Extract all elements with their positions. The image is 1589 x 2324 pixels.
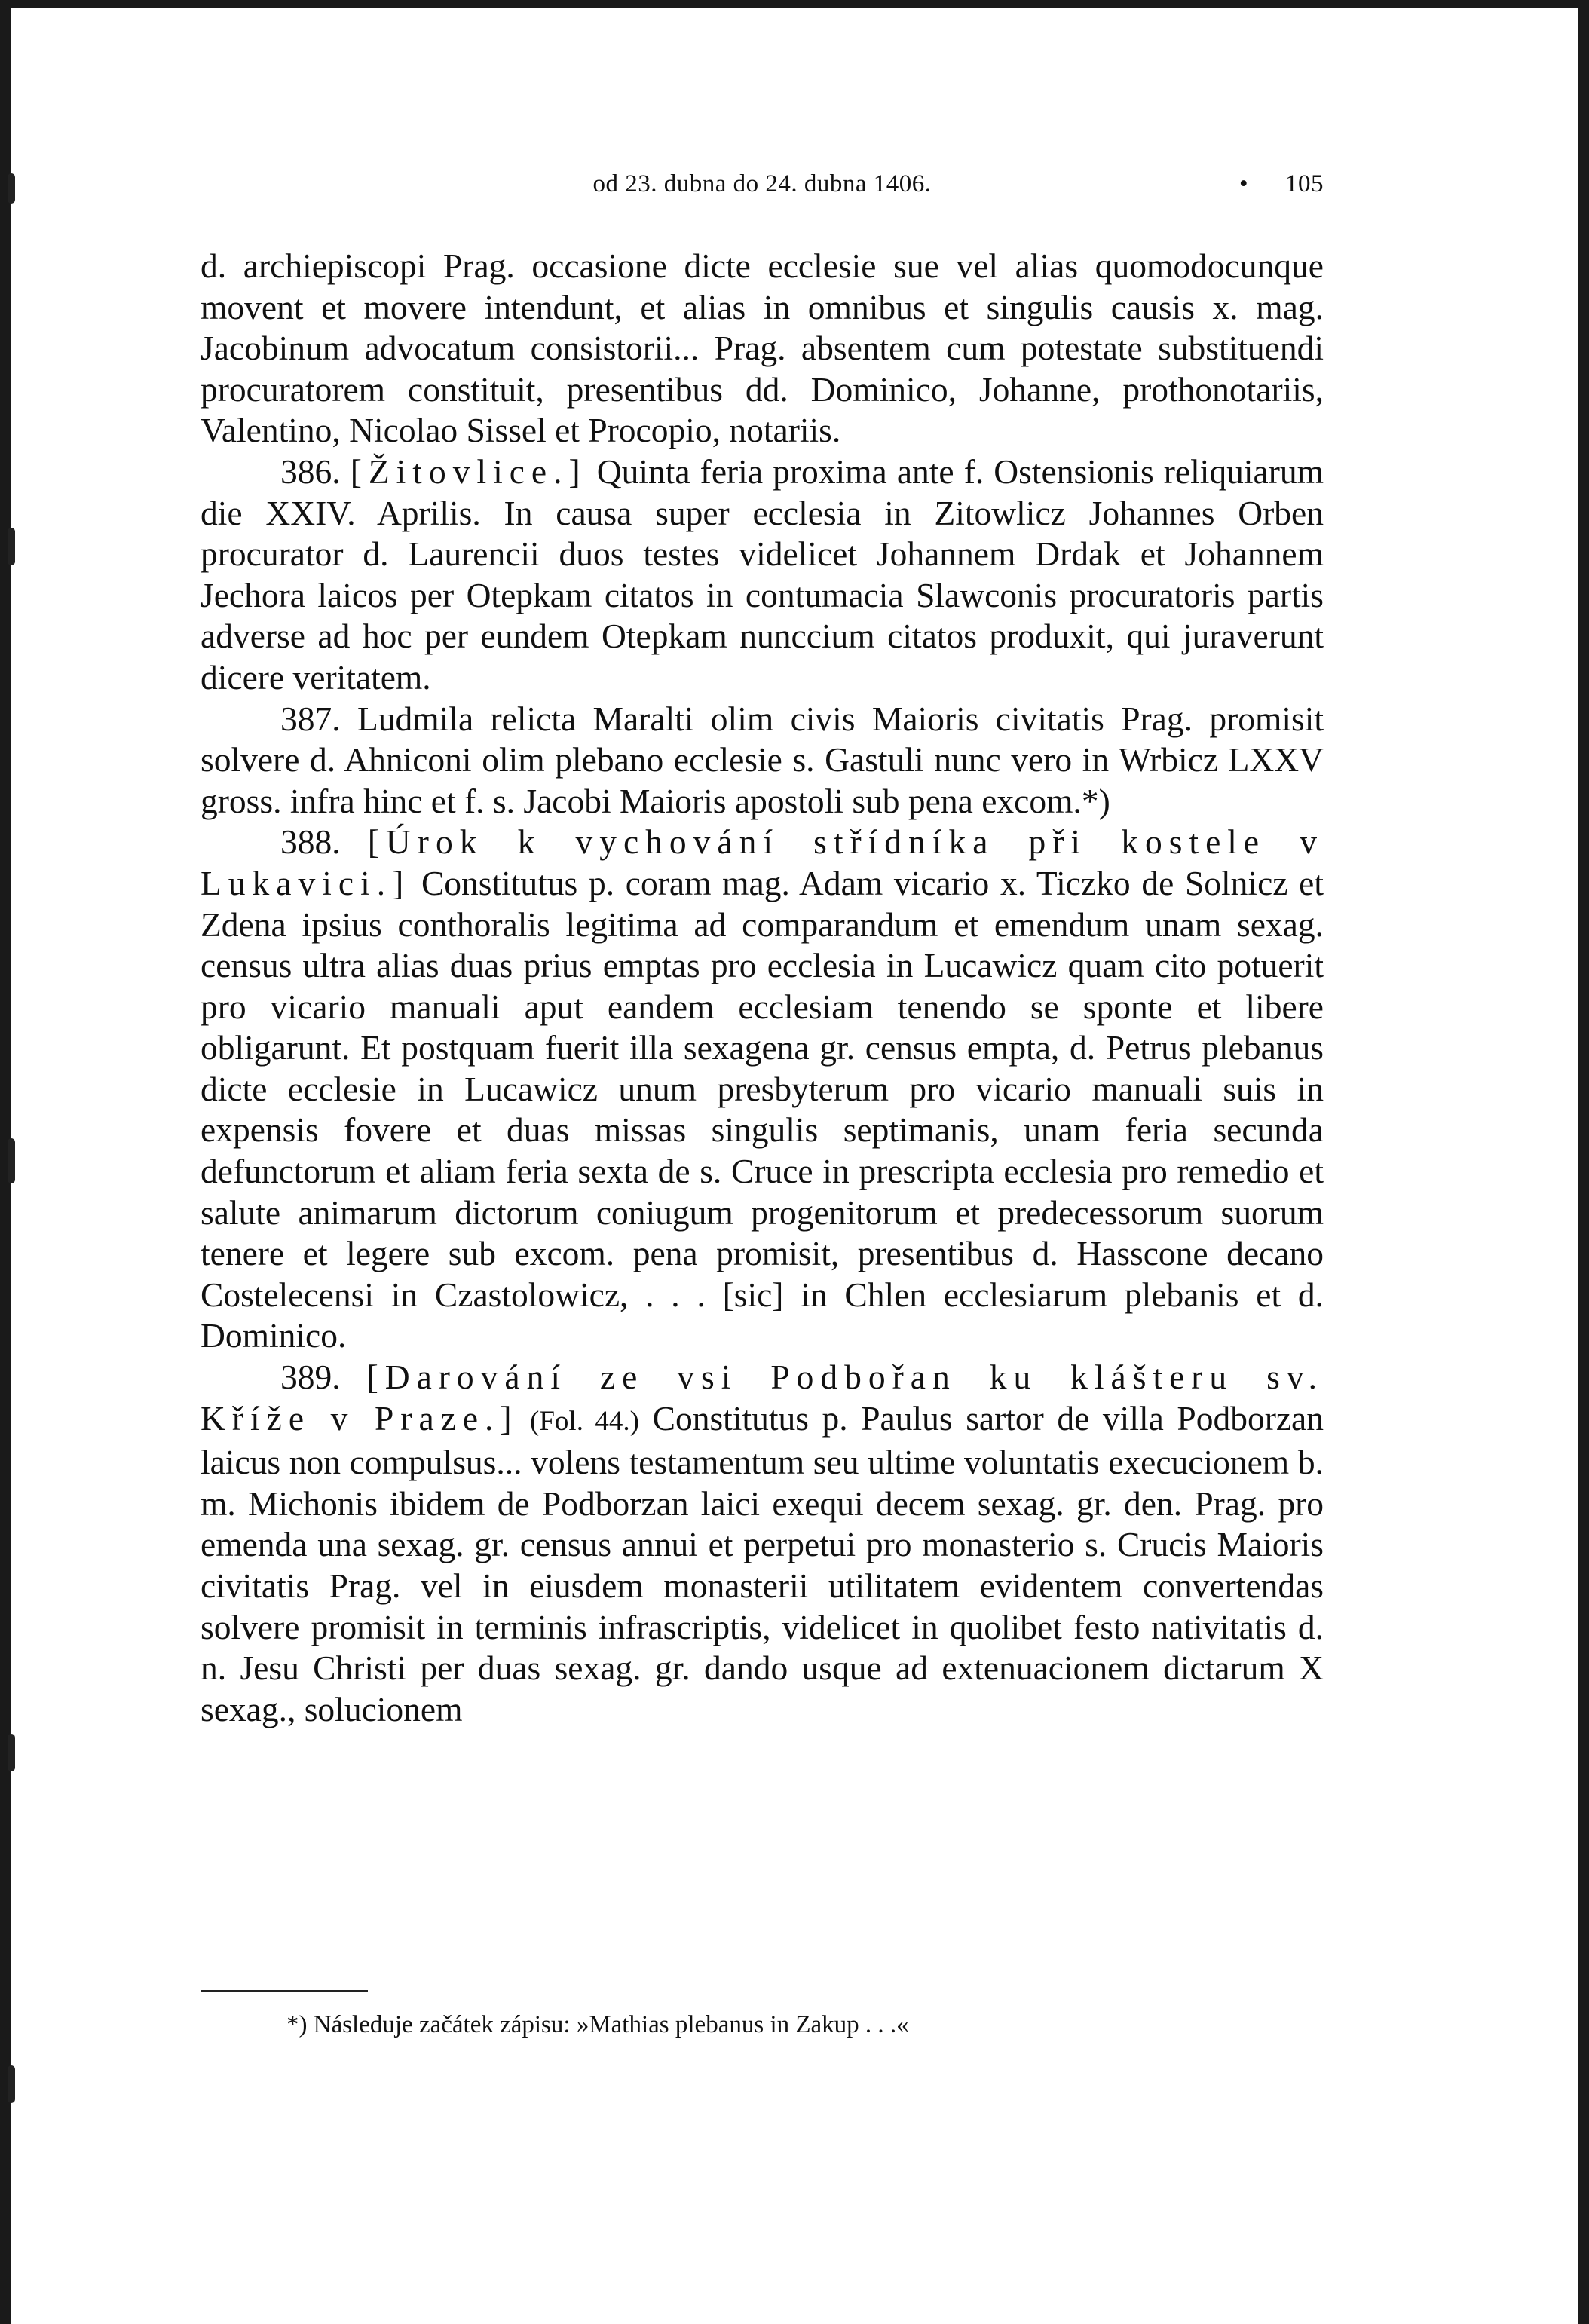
margin-mark [8,2065,15,2103]
margin-mark [8,1734,15,1771]
entry-title: [Darování ze vsi Podbořan ku klášteru sv. Kříže v Praze.] [201,1358,1324,1438]
entry-number: 388. [280,822,368,862]
entry-title: [Úrok k vychování střídníka při kostele v Lukavici.] [201,822,1324,902]
main-text [201,246,1324,1730]
folio-reference: (Fol. 44.) [518,1405,640,1437]
entry-text: Constitutus p. coram mag. Adam vicario x. Ticzko de Solnicz et Zdena ipsius conthoralis legitima ad comparandum et emendum unam sexag. census ultra alias duas prius emptas pro ecclesia in Lucawicz quam cito potuerit pro vicario manuali aput eandem ecclesiam tenendo se sponte et libere obligarunt. Et postquam fuerit illa sexagena gr. census empta, d. Petrus plebanus dicte ecclesie in Lucawicz unum presbyterum pro vicario manuali suis in expensis fovere et duas missas singulis septimanis, unam feria secunda defunctorum et aliam feria sexta de s. Cruce in prescripta ecclesia pro remedio et salute animarum dictorum coniugum progenitorum et predecessorum suorum tenere et legere sub excom. pena promisit, presentibus d. Hasscone decano Costelecensi in Czastolowicz, . . . [sic] in Chlen ecclesiarum plebanis et d. Dominico. [201,863,1324,1355]
entry-number: 389. [280,1358,367,1397]
paragraph-continuation: d. archiepiscopi Prag. occasione dicte ecclesie sue vel alias quomodocunque movent et movere intendunt, et alias in omnibus et singulis causis x. mag. Jacobinum advocatum consistorii... Prag. absentem cum potestate substituendi procuratorem constituit, presentibus dd. Dominico, Johanne, prothonotariis, Valentino, Nicolao Sissel et Procopio, notariis. [201,246,1324,450]
entry-386 [201,452,1324,699]
margin-mark [8,173,15,204]
page-number: 105 [1285,170,1324,197]
margin-mark [8,528,15,565]
entry-389 [201,1357,1324,1730]
scan-border-right [1578,0,1589,2324]
margin-mark [8,1138,15,1183]
footnote-rule [201,1990,368,1992]
entry-text: Quinta feria proxima ante f. Ostensionis reliquiarum die XXIV. Aprilis. In causa super ecclesia in Zitowlicz Johannes Orben procurator d. Laurencii duos testes videlicet Johannem Drdak et Johannem Jechora laicos per Otepkam citatos in contumacia Slawconis procuratoris partis adverse ad hoc per eundem Otepkam nunccium citatos produxit, qui juraverunt dicere veritatem. [201,452,1324,697]
entry-text: Constitutus p. Paulus sartor de villa Podborzan laicus non compulsus... volens testamentum seu ultime voluntatis execucionem b. m. Michonis ibidem de Podborzan laici exequi decem sexag. gr. den. Prag. pro emenda una sexag. gr. census annui et perpetui pro monasterio s. Crucis Maioris civitatis Prag. vel in eiusdem monasterii utilitatem evidentem convertendas solvere promisit in terminis infrascriptis, videlicet in quolibet festo nativitatis d. n. Jesu Christi per duas sexag. gr. dando usque ad extenuacionem dictarum X sexag., solucionem [201,1398,1324,1728]
page-header [201,170,1324,208]
entry-title: [Žitovlice.] [350,452,587,491]
scan-border-top [0,0,1589,8]
footnote: *) Následuje začátek zápisu: »Mathias plebanus in Zakup . . .« [286,2011,909,2038]
entry-number: 386. [280,452,351,491]
entry-388 [201,822,1324,1357]
entry-387: 387. Ludmila relicta Maralti olim civis Maioris civitatis Prag. promisit solvere d. Ahniconi olim plebano ecclesie s. Gastuli nunc vero in Wrbicz LXXV gross. infra hinc et f. s. Jacobi Maioris apostoli sub pena excom.*) [201,699,1324,820]
header-dot: • [1238,170,1248,197]
running-title: od 23. dubna do 24. dubna 1406. [592,170,932,197]
